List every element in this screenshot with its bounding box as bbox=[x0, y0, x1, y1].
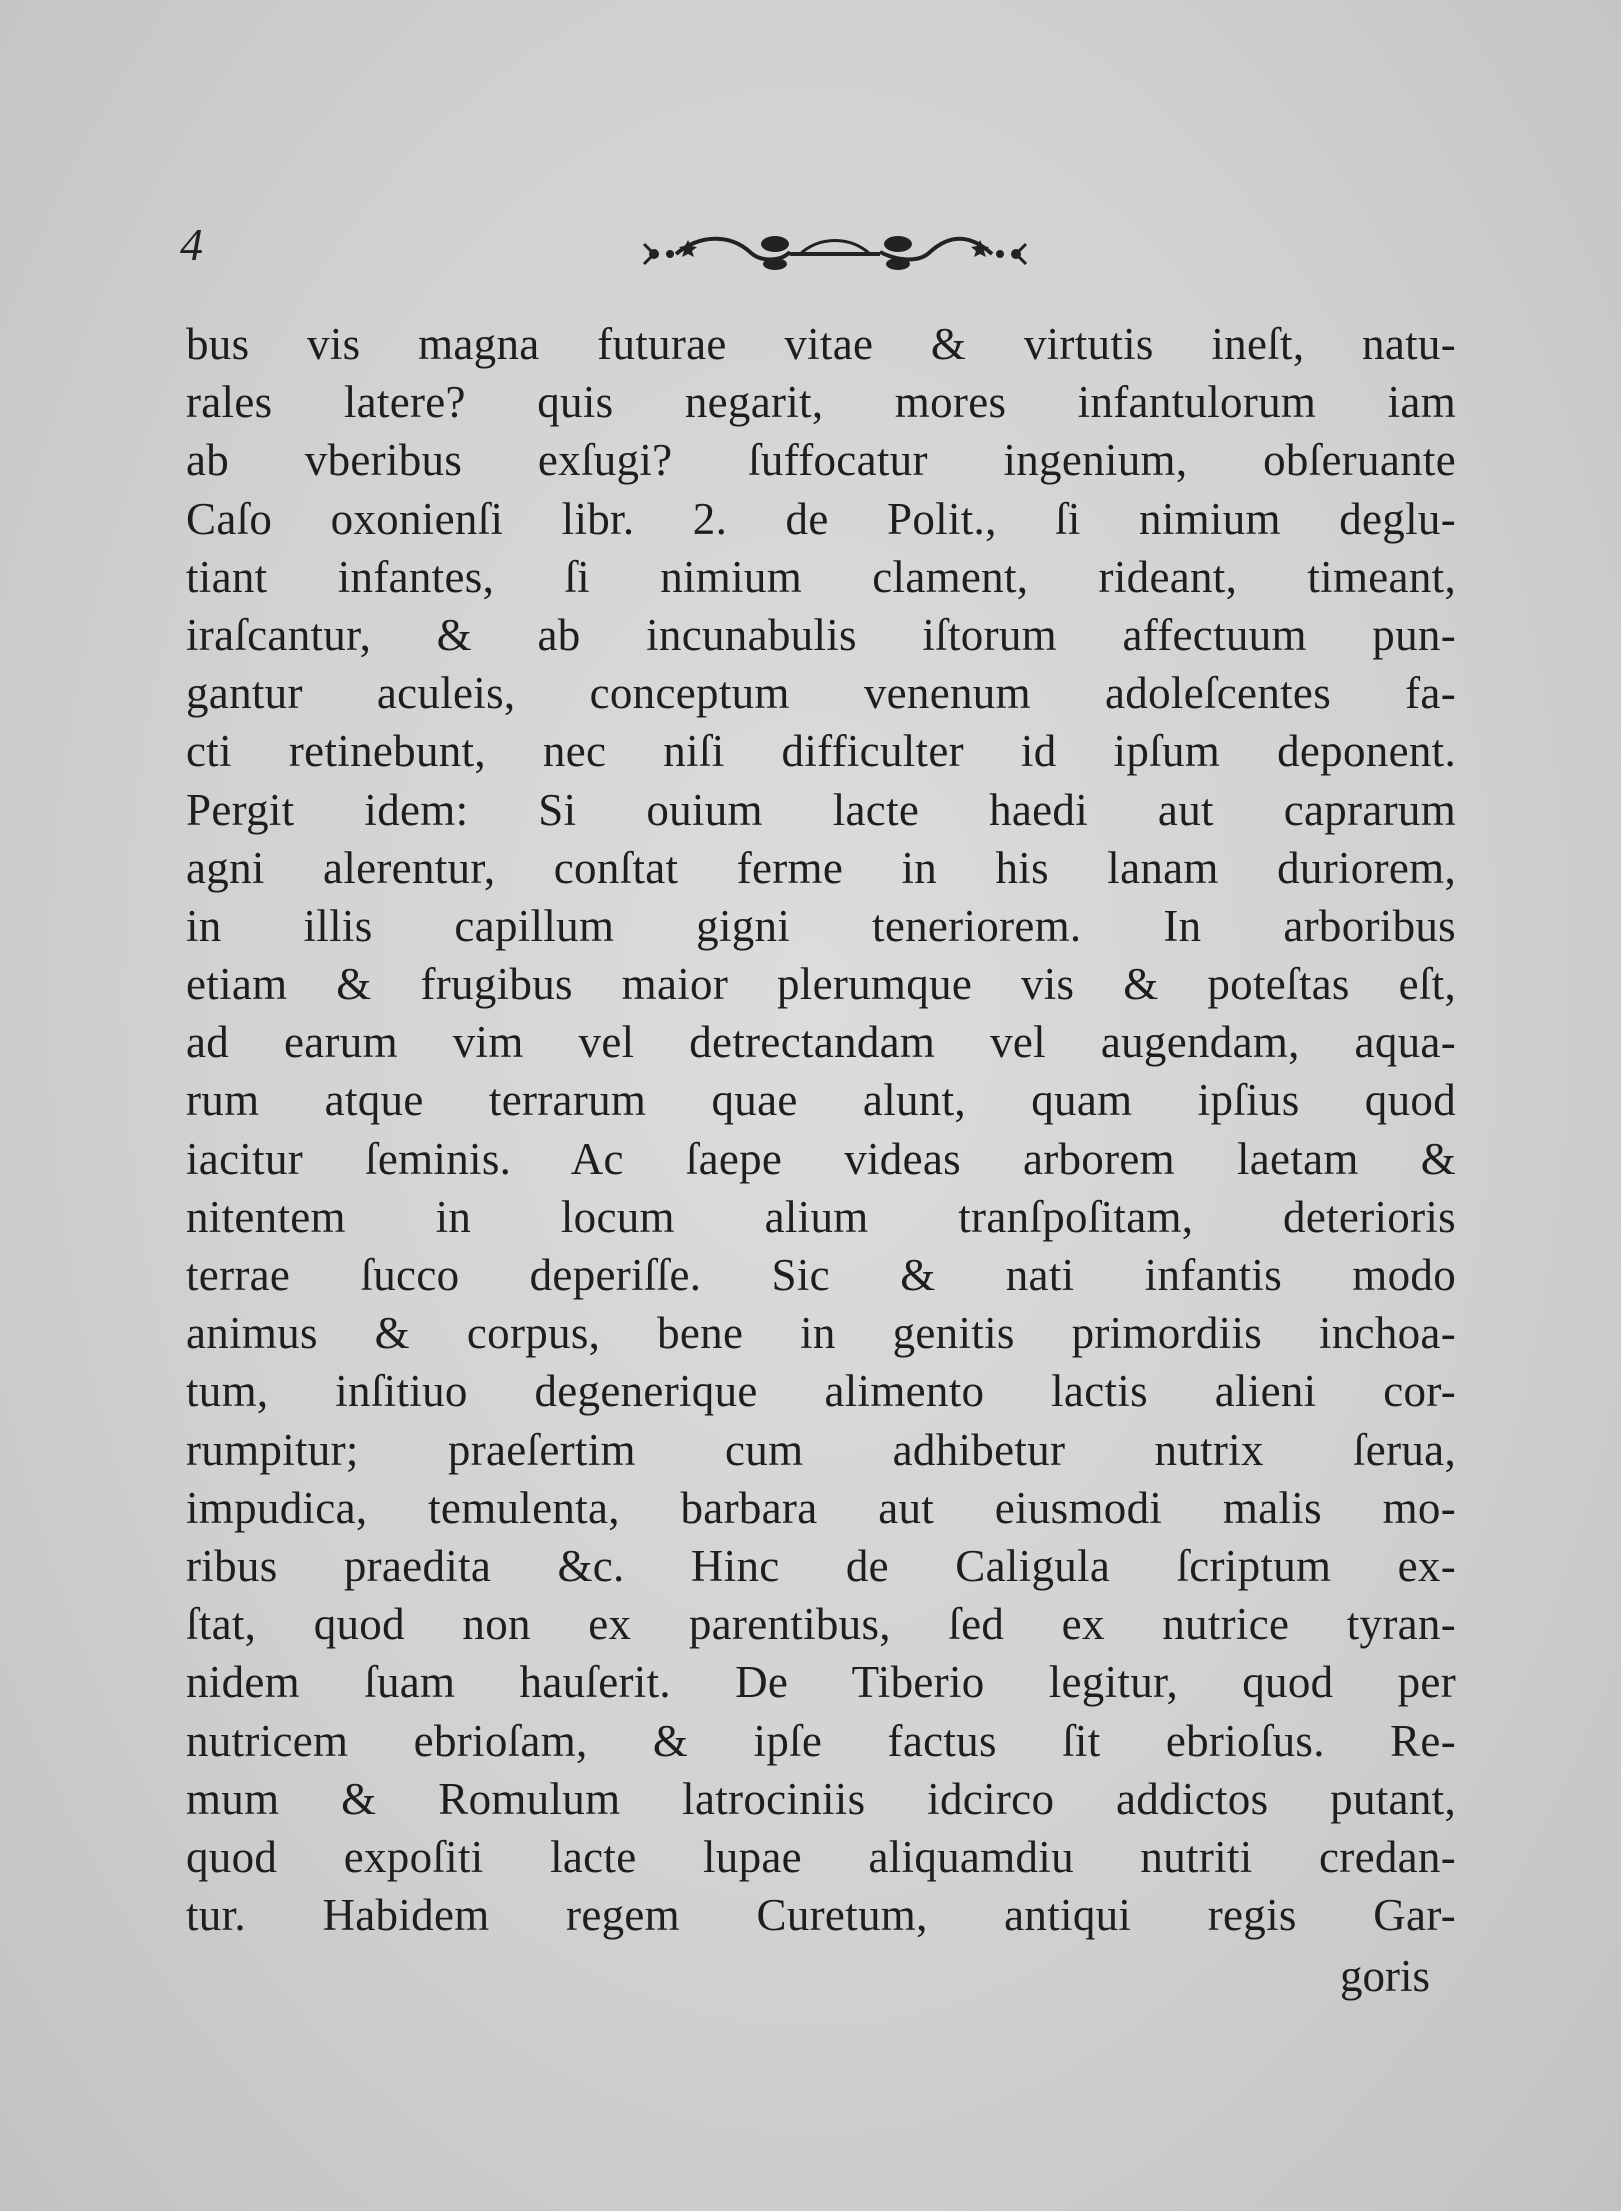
text-line: tur. Habidem regem Curetum, antiqui regis Gar- bbox=[186, 1890, 1456, 1941]
text-line: Caſo oxonienſi libr. 2. de Polit., ſi nimium deglu- bbox=[186, 493, 1456, 544]
text-line: animus & corpus, bene in genitis primordiis inchoa- bbox=[186, 1308, 1456, 1359]
text-line: gantur aculeis, conceptum venenum adoleſcentes fa- bbox=[186, 668, 1456, 719]
catchword: goris bbox=[1340, 1951, 1430, 2001]
text-line: quod expoſiti lacte lupae aliquamdiu nutriti credan- bbox=[186, 1831, 1456, 1882]
text-line: terrae ſucco deperiſſe. Sic & nati infantis modo bbox=[186, 1250, 1456, 1300]
text-line: rum atque terrarum quae alunt, quam ipſius quod bbox=[186, 1075, 1456, 1126]
text-line: nidem ſuam hauſerit. De Tiberio legitur, quod per bbox=[186, 1657, 1456, 1708]
text-line: ribus praedita &c. Hinc de Caligula ſcriptum ex- bbox=[186, 1540, 1456, 1591]
text-line: mum & Romulum latrociniis idcirco addictos putant, bbox=[186, 1773, 1456, 1824]
text-line: etiam & frugibus maior plerumque vis & poteſtas eſt, bbox=[186, 959, 1456, 1010]
fleuron-ornament-icon bbox=[640, 224, 1030, 284]
text-line: nitentem in locum alium tranſpoſitam, deterioris bbox=[186, 1191, 1456, 1242]
page-number: 4 bbox=[180, 219, 203, 270]
text-line: ad earum vim vel detrectandam vel augendam, aqua- bbox=[186, 1017, 1456, 1068]
text-line: tum, inſitiuo degenerique alimento lactis alieni cor- bbox=[186, 1366, 1456, 1417]
text-line: Pergit idem: Si ouium lacte haedi aut caprarum bbox=[186, 784, 1456, 835]
text-line: iacitur ſeminis. Ac ſaepe videas arborem laetam & bbox=[186, 1133, 1456, 1184]
text-line: rumpitur; praeſertim cum adhibetur nutrix ſerua, bbox=[186, 1424, 1456, 1475]
text-line: bus vis magna futurae vitae & virtutis ineſt, natu- bbox=[186, 319, 1456, 369]
body-text bbox=[186, 315, 1456, 1944]
text-line: ab vberibus exſugi? ſuffocatur ingenium, obſeruante bbox=[186, 435, 1456, 486]
text-line: rales latere? quis negarit, mores infantulorum iam bbox=[186, 377, 1456, 428]
text-line: in illis capillum gigni teneriorem. In arboribus bbox=[186, 900, 1456, 951]
page-header bbox=[180, 218, 1480, 308]
text-line: tiant infantes, ſi nimium clament, rideant, timeant, bbox=[186, 551, 1456, 602]
text-line: ſtat, quod non ex parentibus, ſed ex nutrice tyran- bbox=[186, 1599, 1456, 1650]
text-line: nutricem ebrioſam, & ipſe factus ſit ebrioſus. Re- bbox=[186, 1715, 1456, 1766]
text-line: cti retinebunt, nec niſi difficulter id ipſum deponent. bbox=[186, 726, 1456, 777]
text-line: impudica, temulenta, barbara aut eiusmodi malis mo- bbox=[186, 1482, 1456, 1533]
text-line: agni alerentur, conſtat ferme in his lanam duriorem, bbox=[186, 842, 1456, 893]
text-line: iraſcantur, & ab incunabulis iſtorum affectuum pun- bbox=[186, 609, 1456, 660]
